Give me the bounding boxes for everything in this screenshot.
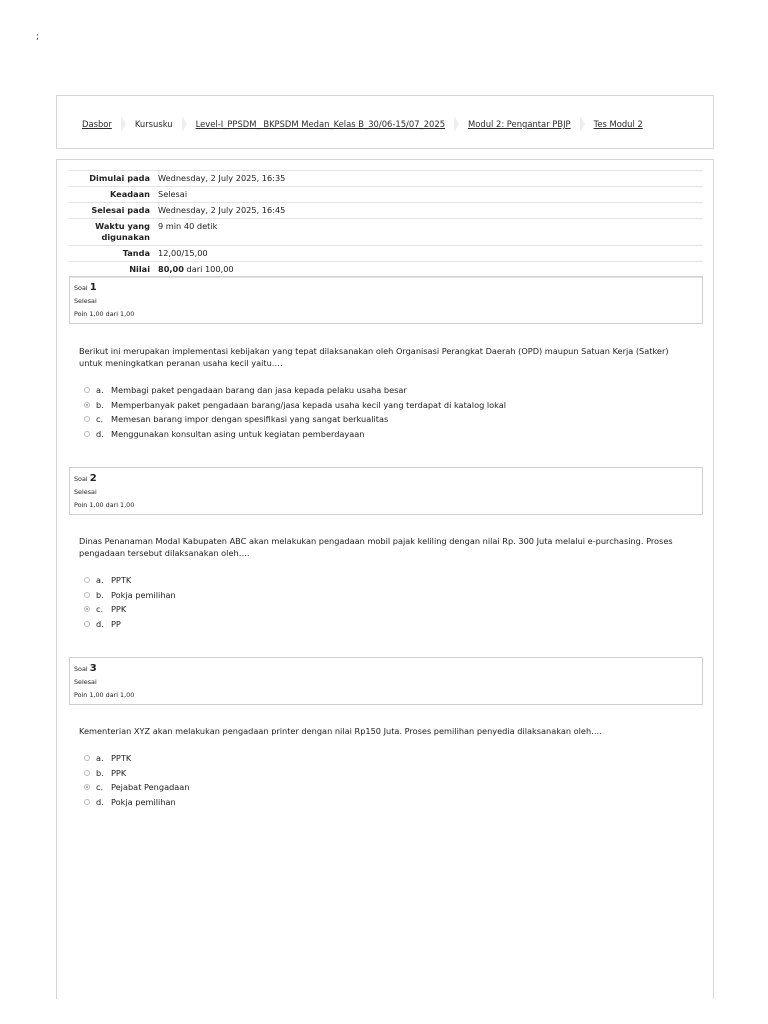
answer-text: PPTK [111, 753, 132, 764]
question-number-line [74, 662, 702, 676]
time-label [69, 219, 158, 246]
radio-icon[interactable] [84, 621, 90, 627]
answer-letter: a. [96, 575, 104, 586]
time-label-line1: Waktu yang [95, 221, 150, 231]
question-number-line [74, 281, 702, 295]
radio-icon[interactable] [84, 431, 90, 437]
answer-text: Memesan barang impor dengan spesifikasi yang sangat berkualitas [111, 414, 389, 425]
question-label: Soal [74, 284, 88, 292]
summary-row-time [69, 219, 703, 246]
answer-text: Pokja pemilihan [111, 796, 176, 807]
answer-text: PPK [111, 604, 127, 615]
breadcrumb-module[interactable]: Modul 2: Pengantar PBJP [468, 119, 571, 129]
answer-letter: b. [96, 399, 104, 410]
radio-icon[interactable] [84, 387, 90, 393]
answer-letter: c. [96, 782, 104, 793]
question-text: Kementerian XYZ akan melakukan pengadaan printer dengan nilai Rp150 Juta. Proses pemilihan penyedia dilaksanakan oleh…. [79, 726, 602, 736]
question-info-box [69, 657, 703, 705]
question-info-box [69, 467, 703, 515]
answer-option[interactable] [84, 412, 506, 427]
question-text: Berikut ini merupakan implementasi kebijakan yang tepat dilaksanakan oleh Organisasi Perangkat Daerah (OPD) maupun Satuan Kerja (Satker) untuk meningkatkan peranan usaha kecil yaitu…. [79, 346, 669, 368]
summary-row-state [69, 187, 703, 203]
answer-text: PP [111, 618, 121, 629]
breadcrumb-quiz[interactable]: Tes Modul 2 [593, 119, 643, 129]
answer-text: Membagi paket pengadaan barang dan jasa kepada pelaku usaha besar [111, 385, 407, 396]
started-label: Dimulai pada [89, 173, 150, 183]
answer-option[interactable] [84, 573, 176, 588]
answer-text: Pokja pemilihan [111, 589, 176, 600]
breadcrumb-kursusku: Kursusku [134, 119, 173, 129]
radio-checked-icon[interactable] [84, 784, 90, 790]
radio-icon[interactable] [84, 592, 90, 598]
radio-icon[interactable] [84, 577, 90, 583]
summary-row-completed [69, 203, 703, 219]
state-label: Keadaan [109, 189, 150, 199]
corner-mark: ; [36, 32, 40, 42]
question-number: 3 [89, 663, 97, 674]
answer-letter: a. [96, 385, 104, 396]
answer-option[interactable] [84, 427, 506, 442]
radio-icon[interactable] [84, 755, 90, 761]
answer-letter: c. [96, 604, 104, 615]
answer-letter: d. [96, 618, 104, 629]
grade-score: 80,00 [158, 264, 184, 274]
question-status: Selesai [74, 678, 97, 686]
answer-text: Memperbanyak paket pengadaan barang/jasa kepada usaha kecil yang terdapat di katalog lokal [111, 399, 507, 410]
breadcrumb-separator-icon [182, 116, 187, 132]
answer-letter: b. [96, 767, 104, 778]
time-label-line2: digunakan [101, 232, 150, 242]
answer-text: Pejabat Pengadaan [111, 782, 190, 793]
answer-option[interactable] [84, 795, 190, 810]
completed-label: Selesai pada [91, 205, 150, 215]
answer-letter: b. [96, 589, 104, 600]
started-value: Wednesday, 2 July 2025, 16:35 [158, 173, 286, 183]
marks-value: 12,00/15,00 [158, 248, 208, 258]
radio-icon[interactable] [84, 770, 90, 776]
question-status: Selesai [74, 488, 97, 496]
time-value: 9 min 40 detik [158, 221, 218, 231]
question-number: 1 [89, 282, 97, 293]
breadcrumb-separator-icon [121, 116, 126, 132]
summary-row-started [69, 171, 703, 187]
radio-icon[interactable] [84, 416, 90, 422]
answer-option[interactable] [84, 766, 190, 781]
question-points: Poin 1,00 dari 1,00 [74, 501, 135, 509]
grade-label: Nilai [129, 264, 150, 274]
radio-icon[interactable] [84, 799, 90, 805]
question-text: Dinas Penanaman Modal Kabupaten ABC akan melakukan pengadaan mobil pajak keliling dengan nilai Rp. 300 Juta melalui e-purchasing. Proses pengadaan tersebut dilaksanakan oleh…. [79, 536, 673, 558]
radio-checked-icon[interactable] [84, 402, 90, 408]
attempt-summary-table [69, 170, 703, 278]
breadcrumb-separator-icon [454, 116, 459, 132]
breadcrumb-course[interactable]: Level-I_PPSDM_ BKPSDM Medan_Kelas B_30/06-15/07_2025 [195, 119, 446, 129]
answer-option[interactable] [84, 588, 176, 603]
summary-row-marks [69, 246, 703, 262]
answer-option[interactable] [84, 617, 176, 632]
answer-text: PPTK [111, 575, 132, 586]
answer-text: PPK [111, 767, 127, 778]
grade-out-of: dari 100,00 [183, 264, 234, 274]
answer-option[interactable] [84, 780, 190, 795]
answer-list [84, 383, 506, 441]
breadcrumb-container [56, 95, 714, 149]
question-points: Poin 1,00 dari 1,00 [74, 691, 135, 699]
state-value: Selesai [158, 189, 188, 199]
question-status: Selesai [74, 297, 97, 305]
quiz-review-content [56, 159, 714, 999]
question-info-box [69, 276, 703, 324]
marks-label: Tanda [122, 248, 150, 258]
answer-letter: d. [96, 428, 104, 439]
breadcrumb-dasbor[interactable]: Dasbor [82, 119, 112, 129]
answer-list [84, 573, 176, 631]
answer-letter: c. [96, 414, 104, 425]
answer-option[interactable] [84, 383, 506, 398]
question-points: Poin 1,00 dari 1,00 [74, 310, 135, 318]
answer-option[interactable] [84, 398, 506, 413]
breadcrumb-separator-icon [580, 116, 585, 132]
answer-list [84, 751, 190, 809]
question-number: 2 [89, 473, 97, 484]
completed-value: Wednesday, 2 July 2025, 16:45 [158, 205, 286, 215]
question-label: Soal [74, 475, 88, 483]
breadcrumb [82, 116, 643, 132]
answer-text: Menggunakan konsultan asing untuk kegiatan pemberdayaan [111, 428, 365, 439]
question-number-line [74, 472, 702, 486]
answer-option[interactable] [84, 751, 190, 766]
answer-letter: d. [96, 796, 104, 807]
question-label: Soal [74, 665, 88, 673]
radio-checked-icon[interactable] [84, 606, 90, 612]
answer-letter: a. [96, 753, 104, 764]
answer-option[interactable] [84, 602, 176, 617]
